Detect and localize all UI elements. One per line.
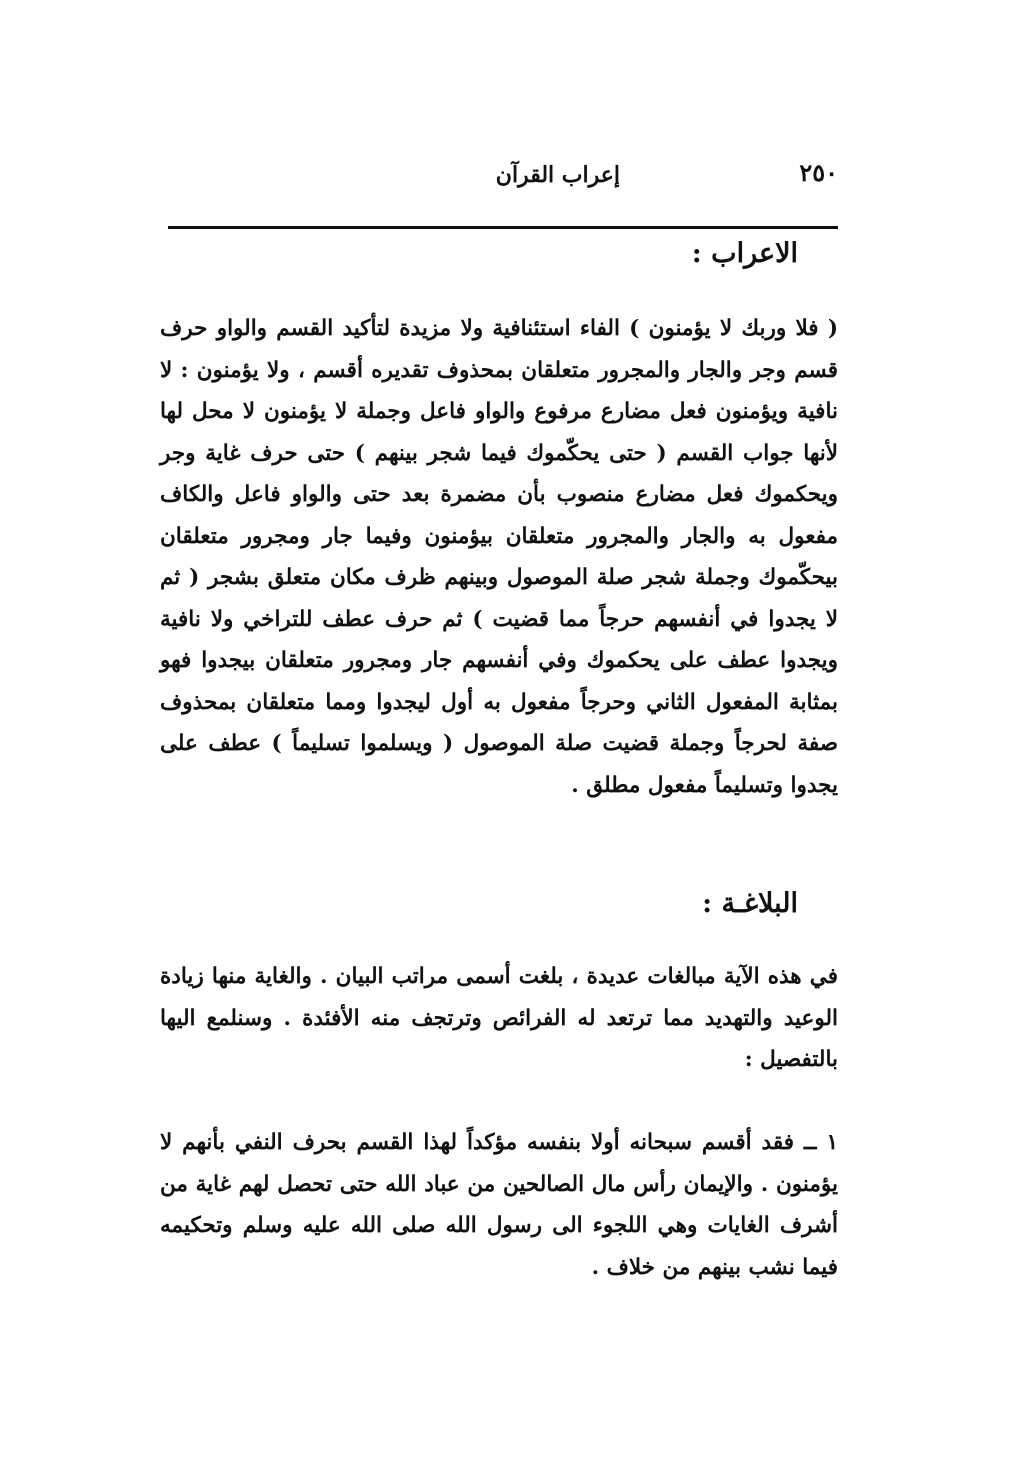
balagha-intro: في هذه الآية مبالغات عديدة ، بلغت أسمى مراتب البيان . والغاية منها زيادة الوعيد والتهديد مما ترتعد له الفرائص وترتجف منه الأفئدة . وسنلمع اليها بالتفصيل : bbox=[160, 964, 838, 1072]
balagha-point-1: ١ ــ فقد أقسم سبحانه أولا بنفسه مؤكداً لهذا القسم بحرف النفي بأنهم لا يؤمنون . والإيمان رأس مال الصالحين من عباد الله حتى تحصل لهم غاية من أشرف الغايات وهي اللجوء الى رسول الله صلى الله عليه وسلم وتحكيمه فيما نشب بينهم من خلاف . bbox=[160, 1130, 838, 1280]
balagha-heading: البلاغـة : bbox=[702, 888, 798, 919]
header-rule bbox=[168, 226, 838, 229]
page-number: ٢٥٠ bbox=[799, 158, 838, 187]
irab-heading: الاعراب : bbox=[691, 238, 798, 269]
book-page bbox=[160, 150, 838, 1280]
book-title: إعراب القرآن bbox=[495, 162, 620, 188]
irab-paragraph: ( فلا وربك لا يؤمنون ) الفاء استئنافية ولا مزيدة لتأكيد القسم والواو حرف قسم وجر والجار والمجرور متعلقان بمحذوف تقديره أقسم ، ولا يؤمنون : لا نافية ويؤمنون فعل مضارع مرفوع والواو فاعل وجملة لا يؤمنون لا محل لها لأنها جواب القسم ( حتى يحكّموك فيما شجر بينهم ) حتى حرف غاية وجر ويحكموك فعل مضارع منصوب بأن مضمرة بعد حتى والواو فاعل والكاف مفعول به والجار والمجرور متعلقان بيؤمنون وفيما جار ومجرور متعلقان بيحكّموك وجملة شجر صلة الموصول وبينهم ظرف مكان متعلق بشجر ( ثم لا يجدوا في أنفسهم حرجاً مما قضيت ) ثم حرف عطف للتراخي ولا نافية ويجدوا عطف على يحكموك وفي أنفسهم جار ومجرور متعلقان بيجدوا فهو بمثابة المفعول الثاني وحرجاً مفعول به أول ليجدوا ومما متعلقان بمحذوف صفة لحرجاً وجملة قضيت صلة الموصول ( ويسلموا تسليماً ) عطف على يجدوا وتسليماً مفعول مطلق . bbox=[160, 316, 838, 798]
running-header bbox=[160, 150, 838, 200]
